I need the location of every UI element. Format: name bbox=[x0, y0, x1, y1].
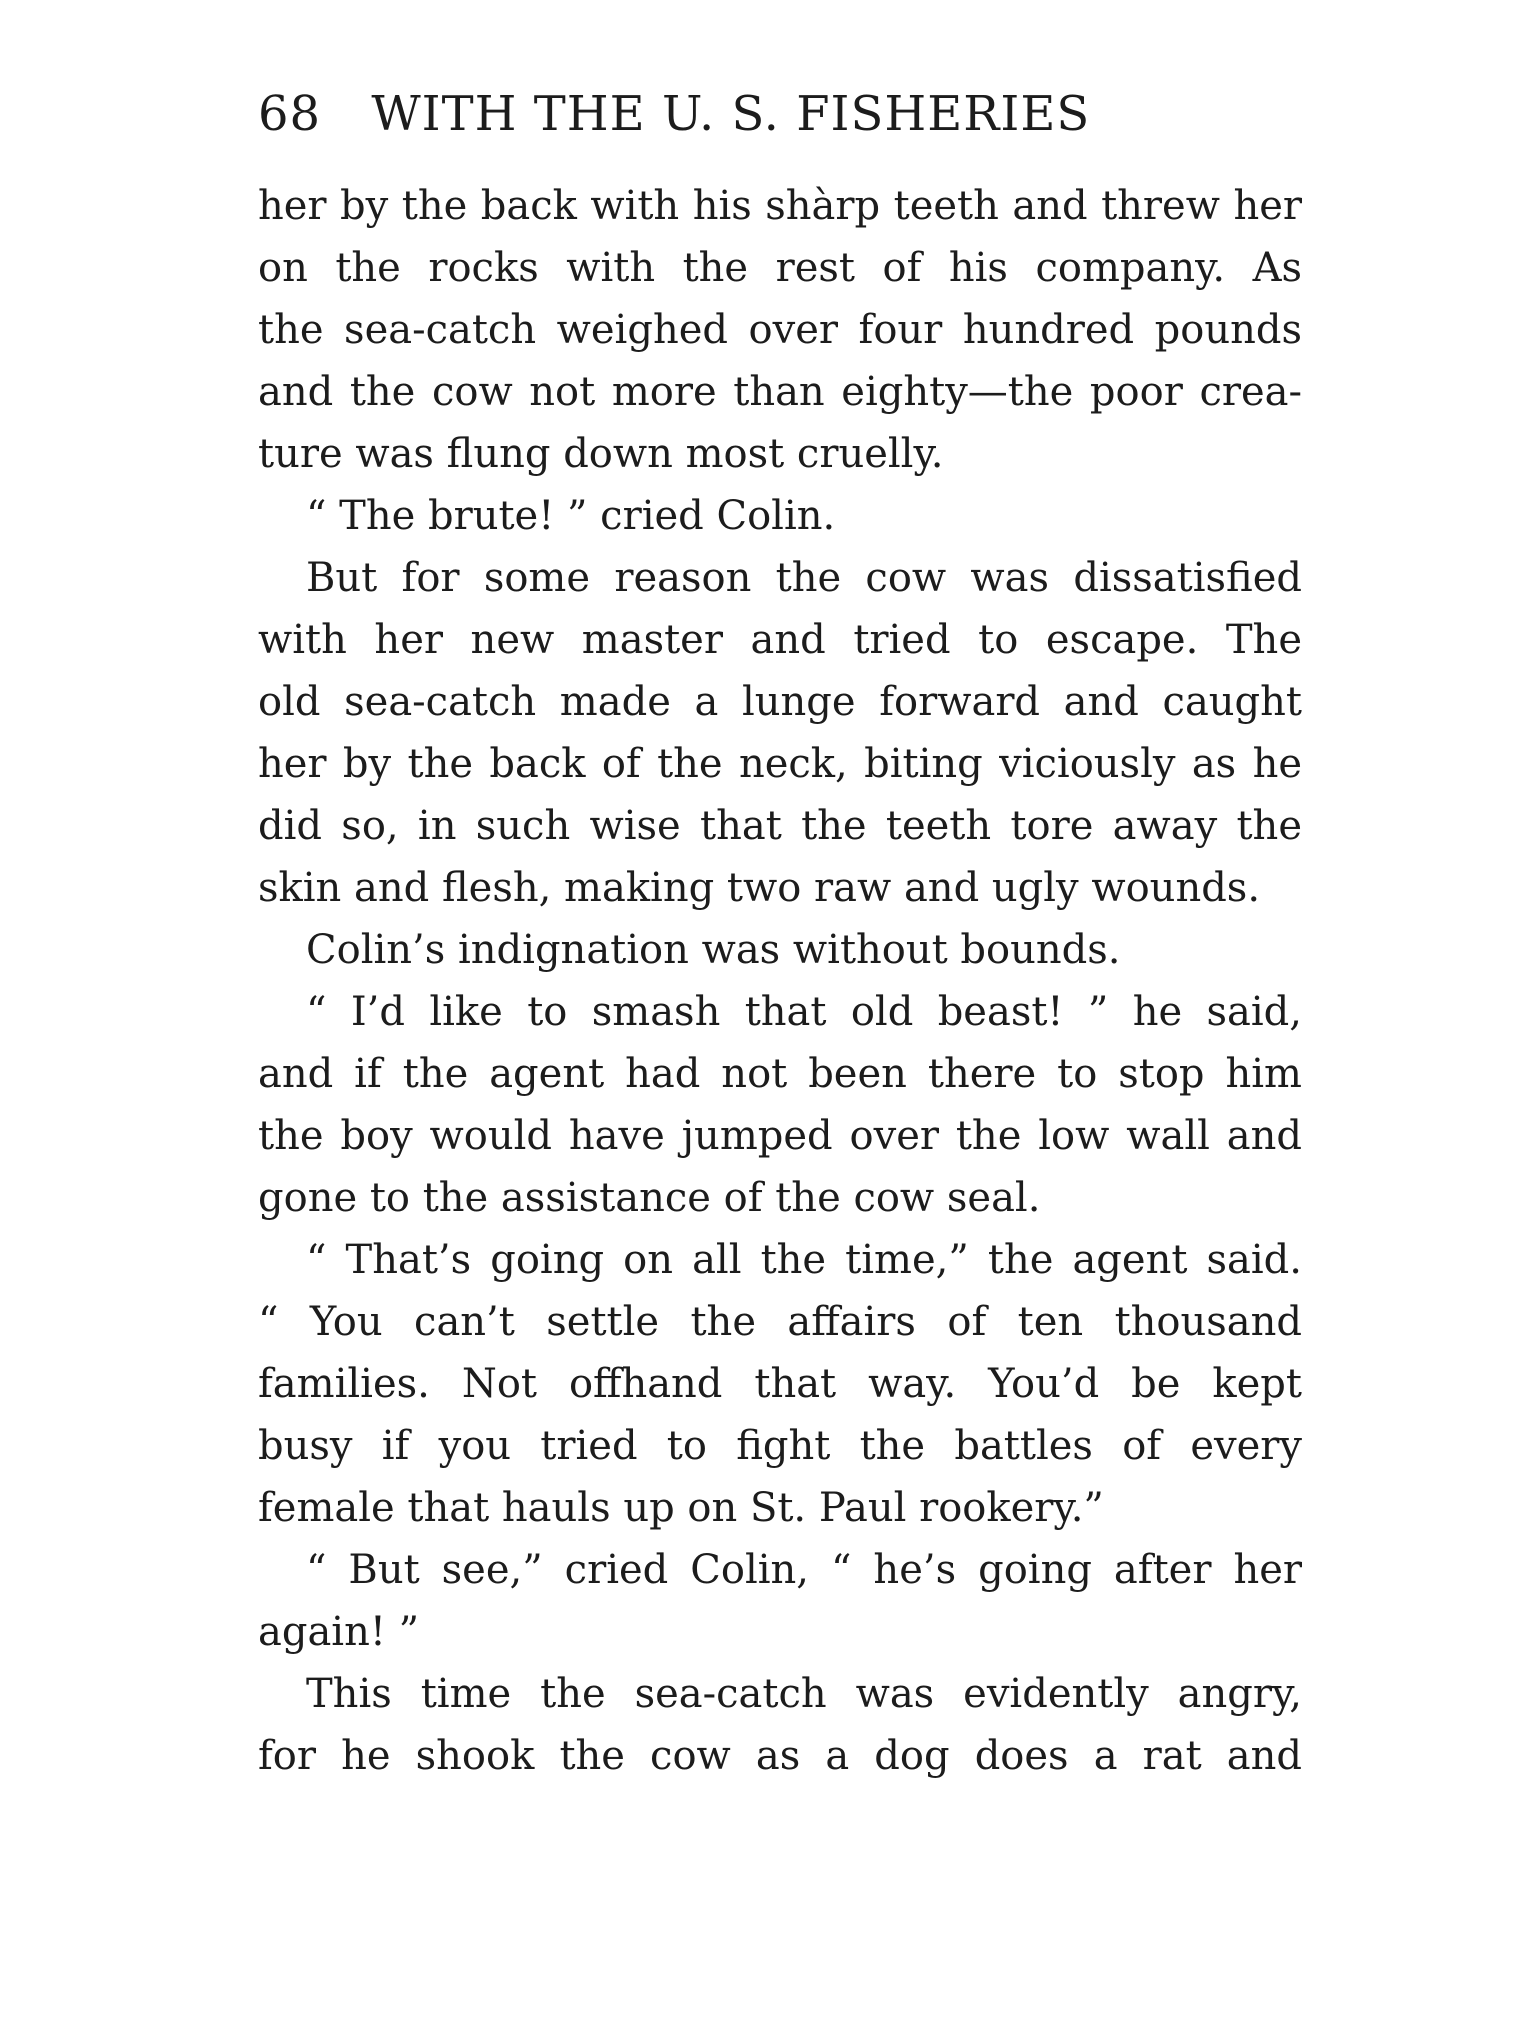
text-line: and the cow not more than eighty—the poor crea- bbox=[258, 369, 1302, 415]
text-line: busy if you tried to fight the battles of every bbox=[258, 1423, 1302, 1469]
text-line: This time the sea-catch was evidently angry, bbox=[306, 1671, 1302, 1717]
text-line: female that hauls up on St. Paul rookery.” bbox=[258, 1485, 1104, 1531]
body-text bbox=[258, 175, 1302, 1787]
running-head bbox=[258, 86, 1308, 142]
text-line: with her new master and tried to escape. The bbox=[258, 617, 1302, 663]
text-line: gone to the assistance of the cow seal. bbox=[258, 1175, 1041, 1221]
text-line: Colin’s indignation was without bounds. bbox=[306, 927, 1121, 973]
text-line: on the rocks with the rest of his company. As bbox=[258, 245, 1302, 291]
page-number: 68 bbox=[258, 86, 322, 142]
text-line: her by the back with his shàrp teeth and threw her bbox=[258, 183, 1302, 229]
text-line: But for some reason the cow was dissatisfied bbox=[306, 555, 1302, 601]
text-line: again! ” bbox=[258, 1609, 420, 1655]
text-line: ture was flung down most cruelly. bbox=[258, 431, 944, 477]
text-line: the boy would have jumped over the low wall and bbox=[258, 1113, 1302, 1159]
text-line: old sea-catch made a lunge forward and caught bbox=[258, 679, 1302, 725]
text-line: “ But see,” cried Colin, “ he’s going after her bbox=[306, 1547, 1302, 1593]
text-line: “ That’s going on all the time,” the agent said. bbox=[306, 1237, 1302, 1283]
text-line: skin and flesh, making two raw and ugly wounds. bbox=[258, 865, 1261, 911]
running-title: WITH THE U. S. FISHERIES bbox=[371, 86, 1091, 142]
text-line: “ I’d like to smash that old beast! ” he said, bbox=[306, 989, 1302, 1035]
text-line: the sea-catch weighed over four hundred pounds bbox=[258, 307, 1302, 353]
text-line: for he shook the cow as a dog does a rat and bbox=[258, 1733, 1302, 1779]
text-line: families. Not offhand that way. You’d be kept bbox=[258, 1361, 1302, 1407]
text-line: and if the agent had not been there to stop him bbox=[258, 1051, 1302, 1097]
text-line: “ The brute! ” cried Colin. bbox=[306, 493, 836, 539]
text-line: “ You can’t settle the affairs of ten thousand bbox=[258, 1299, 1302, 1345]
text-line: did so, in such wise that the teeth tore away the bbox=[258, 803, 1302, 849]
text-line: her by the back of the neck, biting viciously as he bbox=[258, 741, 1302, 787]
